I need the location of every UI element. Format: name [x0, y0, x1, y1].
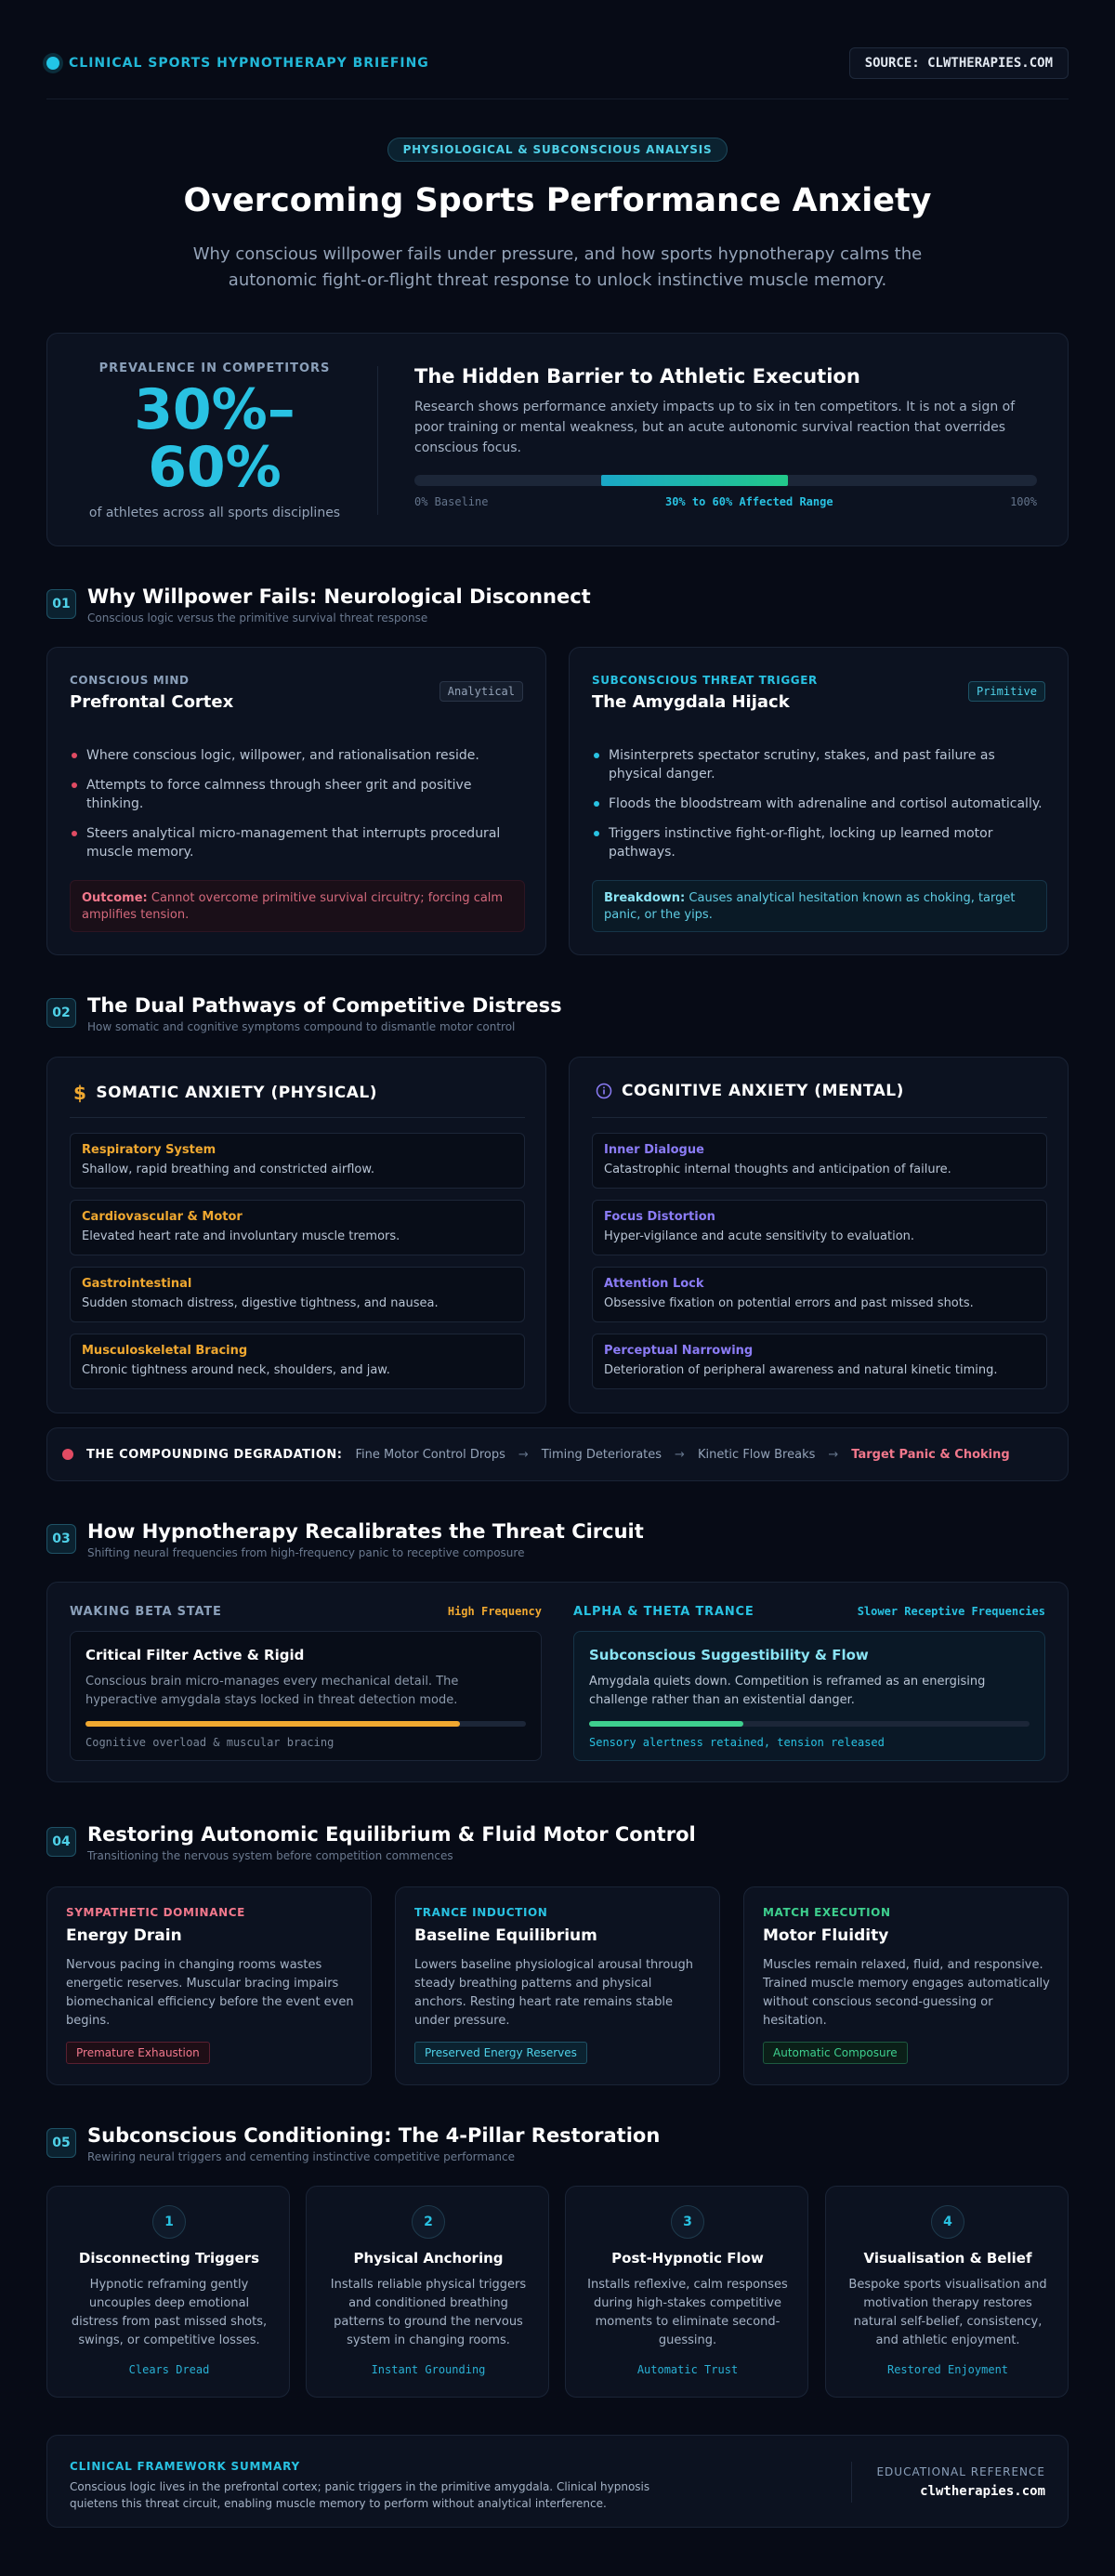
pillar-number: 1	[152, 2205, 186, 2239]
status-badge: Automatic Composure	[763, 2042, 908, 2064]
page-title: Overcoming Sports Performance Anxiety	[183, 182, 932, 219]
list-item: Floods the bloodstream with adrenaline and cortisol automatically.	[592, 795, 1047, 813]
list-item: Steers analytical micro-management that interrupts procedural muscle memory.	[70, 824, 525, 861]
beta-title: Critical Filter Active & Rigid	[85, 1647, 305, 1663]
pillar-title: Disconnecting Triggers	[78, 2250, 260, 2267]
alpha-title: Subconscious Suggestibility & Flow	[589, 1647, 869, 1663]
arrow-right-icon: →	[828, 1447, 839, 1462]
pillar-outcome: Clears Dread	[128, 2363, 210, 2376]
prevalence-stat	[75, 361, 354, 520]
alert-dot-icon	[62, 1449, 73, 1460]
status-badge: Premature Exhaustion	[66, 2042, 210, 2064]
pillar-title: Physical Anchoring	[353, 2250, 504, 2267]
beta-level-bar	[85, 1721, 526, 1727]
list-item	[70, 1334, 525, 1389]
item-title: Cardiovascular & Motor	[82, 1210, 243, 1224]
alpha-footnote: Sensory alertness retained, tension released	[589, 1736, 885, 1749]
flow-label: THE COMPOUNDING DEGRADATION:	[86, 1447, 343, 1462]
summary-text: Conscious logic lives in the prefrontal cortex; panic triggers in the primitive amygdala. Clinical hypnosis quietens this threat circuit, enabling muscle memory to perform without analytical interference.	[70, 2480, 650, 2510]
card-divider	[70, 1117, 525, 1118]
analytical-tag: Analytical	[439, 681, 523, 702]
item-desc: Elevated heart rate and involuntary muscle tremors.	[82, 1229, 400, 1243]
section-subtitle: Conscious logic versus the primitive survival threat response	[87, 611, 428, 624]
section-title: Restoring Autonomic Equilibrium & Fluid Motor Control	[87, 1823, 696, 1846]
item-title: Respiratory System	[82, 1143, 216, 1157]
card-title: Energy Drain	[66, 1926, 182, 1945]
dollar-icon: $	[73, 1082, 87, 1104]
alpha-frequency: Slower Receptive Frequencies	[857, 1605, 1045, 1618]
section-number: 04	[46, 1827, 76, 1857]
cognitive-anxiety-card	[569, 1057, 1069, 1413]
compounding-degradation-bar	[46, 1427, 1069, 1481]
item-title: Attention Lock	[604, 1277, 704, 1291]
outcome-note	[70, 880, 525, 932]
info-icon	[596, 1083, 612, 1099]
energy-drain-card	[46, 1886, 372, 2085]
brand	[46, 56, 429, 71]
somatic-anxiety-card	[46, 1057, 546, 1413]
prevalence-text: Research shows performance anxiety impacts up to six in ten competitors. It is not a sign of poor training or mental weakness, but an acute autonomic survival reaction that overrides conscious focus.	[414, 400, 1016, 455]
prevalence-card	[46, 333, 1069, 546]
prefrontal-list	[70, 746, 525, 873]
flow-step: Fine Motor Control Drops	[355, 1447, 505, 1462]
reference-label: EDUCATIONAL REFERENCE	[876, 2465, 1045, 2478]
baseline-equilibrium-card	[395, 1886, 720, 2085]
pillar-outcome: Restored Enjoyment	[886, 2363, 1009, 2376]
flow-step: Timing Deteriorates	[541, 1447, 662, 1462]
prevalence-range-fill	[601, 475, 788, 486]
alpha-level-bar	[589, 1721, 1030, 1727]
prevalence-value: 30%–60%	[134, 377, 295, 500]
item-title: Perceptual Narrowing	[604, 1344, 754, 1358]
bar-label-range: 30% to 60% Affected Range	[664, 495, 833, 508]
beta-frequency: High Frequency	[447, 1605, 542, 1618]
breakdown-note	[592, 880, 1047, 932]
item-desc: Hyper-vigilance and acute sensitivity to evaluation.	[604, 1229, 915, 1243]
item-desc: Chronic tightness around neck, shoulders, and jaw.	[82, 1363, 390, 1377]
section-title: Why Willpower Fails: Neurological Disconnect	[87, 585, 591, 608]
card-caption: SYMPATHETIC DOMINANCE	[66, 1906, 245, 1919]
prevalence-detail	[414, 365, 1037, 508]
prevalence-bar-labels	[414, 495, 1037, 508]
item-title: Inner Dialogue	[604, 1143, 704, 1157]
status-dot-icon	[46, 57, 59, 70]
framework-summary	[46, 2435, 1069, 2528]
card-title: The Amygdala Hijack	[592, 692, 790, 712]
item-desc: Obsessive fixation on potential errors and past missed shots.	[604, 1296, 974, 1310]
card-title: COGNITIVE ANXIETY (MENTAL)	[622, 1082, 904, 1100]
amygdala-card	[569, 647, 1069, 955]
arrow-right-icon: →	[675, 1447, 685, 1462]
list-item: Where conscious logic, willpower, and rationalisation reside.	[70, 746, 525, 765]
pillar-text: Installs reflexive, calm responses during high-stakes competitive moments to eliminate second-guessing.	[587, 2278, 788, 2347]
item-title: Musculoskeletal Bracing	[82, 1344, 248, 1358]
prevalence-divider	[377, 366, 378, 515]
pillar-card	[46, 2186, 290, 2398]
card-title: SOMATIC ANXIETY (PHYSICAL)	[96, 1084, 378, 1102]
section-number: 05	[46, 2128, 76, 2158]
list-item	[592, 1133, 1047, 1189]
card-text: Muscles remain relaxed, fluid, and responsive. Trained muscle memory engages automatically without conscious second-guessing or hesitation.	[763, 1958, 1050, 2028]
prevalence-footnote: of athletes across all sports disciplines	[88, 506, 341, 520]
section-title: How Hypnotherapy Recalibrates the Threat Circuit	[87, 1520, 644, 1543]
card-text: Nervous pacing in changing rooms wastes energetic reserves. Muscular bracing impairs biomechanical efficiency before the event even begins.	[66, 1958, 354, 2028]
prevalence-range-bar	[414, 475, 1037, 486]
item-desc: Shallow, rapid breathing and constricted airflow.	[82, 1163, 374, 1176]
top-bar	[46, 46, 1069, 80]
hero-pill-label: PHYSIOLOGICAL & SUBCONSCIOUS ANALYSIS	[387, 138, 728, 162]
section-number: 01	[46, 589, 76, 619]
section-subtitle: Transitioning the nervous system before competition commences	[87, 1849, 453, 1862]
pillar-text: Installs reliable physical triggers and conditioned breathing patterns to ground the nervous system in changing rooms.	[330, 2278, 527, 2347]
section-title: The Dual Pathways of Competitive Distress	[87, 994, 562, 1017]
alpha-level-fill	[589, 1721, 743, 1727]
pillar-number: 3	[671, 2205, 704, 2239]
hero-pill	[46, 138, 1069, 162]
pillar-number: 2	[412, 2205, 445, 2239]
card-caption: CONSCIOUS MIND	[70, 674, 190, 687]
bar-label-end: 100%	[1010, 495, 1037, 508]
prevalence-heading: The Hidden Barrier to Athletic Execution	[414, 365, 860, 388]
list-item	[70, 1133, 525, 1189]
reference-link[interactable]: clwtherapies.com	[920, 2484, 1045, 2499]
list-item	[70, 1267, 525, 1322]
item-desc: Sudden stomach distress, digestive tightness, and nausea.	[82, 1296, 439, 1310]
list-item: Attempts to force calmness through sheer grit and positive thinking.	[70, 776, 525, 813]
summary-caption: CLINICAL FRAMEWORK SUMMARY	[70, 2460, 300, 2473]
beta-footnote: Cognitive overload & muscular bracing	[85, 1736, 334, 1749]
footer-divider	[851, 2462, 852, 2503]
breakdown-text: Causes analytical hesitation known as choking, target panic, or the yips.	[604, 891, 1016, 922]
pillar-outcome: Instant Grounding	[371, 2363, 486, 2376]
list-item	[592, 1200, 1047, 1255]
section-subtitle: How somatic and cognitive symptoms compound to dismantle motor control	[87, 1020, 516, 1033]
card-caption: TRANCE INDUCTION	[414, 1906, 548, 1919]
pillar-title: Post-Hypnotic Flow	[611, 2250, 764, 2267]
beta-level-fill	[85, 1721, 460, 1727]
card-caption: SUBCONSCIOUS THREAT TRIGGER	[592, 674, 818, 687]
brain-states-card	[46, 1582, 1069, 1782]
card-title: Baseline Equilibrium	[414, 1926, 597, 1945]
list-item: Misinterprets spectator scrutiny, stakes, and past failure as physical danger.	[592, 746, 1047, 783]
prevalence-label: PREVALENCE IN COMPETITORS	[98, 361, 331, 375]
list-item: Triggers instinctive fight-or-flight, locking up learned motor pathways.	[592, 824, 1047, 861]
section-subtitle: Shifting neural frequencies from high-frequency panic to receptive composure	[87, 1546, 525, 1559]
item-desc: Catastrophic internal thoughts and anticipation of failure.	[604, 1163, 951, 1176]
beta-state-box	[70, 1631, 542, 1761]
flow-end: Target Panic & Choking	[851, 1447, 1010, 1462]
pillar-text: Hypnotic reframing gently uncouples deep emotional distress from past missed shots, swings, or competitive losses.	[71, 2278, 268, 2347]
list-item	[70, 1200, 525, 1255]
item-title: Gastrointestinal	[82, 1277, 192, 1291]
card-title: Prefrontal Cortex	[70, 692, 234, 712]
card-caption: MATCH EXECUTION	[763, 1906, 891, 1919]
pillar-number: 4	[931, 2205, 964, 2239]
pillar-outcome: Automatic Trust	[636, 2363, 739, 2376]
list-item	[592, 1267, 1047, 1322]
beta-text: Conscious brain micro-manages every mechanical detail. The hyperactive amygdala stays locked in threat detection mode.	[85, 1675, 459, 1707]
arrow-right-icon: →	[518, 1447, 529, 1462]
card-heading	[596, 1082, 904, 1100]
breakdown-label: Breakdown:	[604, 891, 686, 905]
brand-label: CLINICAL SPORTS HYPNOTHERAPY BRIEFING	[69, 56, 429, 71]
pillar-card	[565, 2186, 808, 2398]
section-subtitle: Rewiring neural triggers and cementing instinctive competitive performance	[87, 2150, 516, 2163]
alpha-caption: ALPHA & THETA TRANCE	[573, 1605, 754, 1619]
card-heading	[73, 1082, 377, 1104]
pillar-title: Visualisation & Belief	[863, 2250, 1032, 2267]
pillar-text: Bespoke sports visualisation and motivation therapy restores natural self-belief, consistency, and athletic enjoyment.	[848, 2278, 1047, 2347]
page-subtitle: Why conscious willpower fails under pressure, and how sports hypnotherapy calms the autonomic fight-or-flight threat response to unlock instinctive muscle memory.	[192, 244, 923, 290]
beta-caption: WAKING BETA STATE	[70, 1605, 222, 1619]
alpha-text: Amygdala quiets down. Competition is reframed as an energising challenge rather than an existential danger.	[589, 1675, 986, 1707]
amygdala-list	[592, 746, 1047, 873]
section-number: 03	[46, 1524, 76, 1554]
list-item	[592, 1334, 1047, 1389]
card-text: Lowers baseline physiological arousal through steady breathing patterns and physical anchors. Resting heart rate remains stable under pressure.	[414, 1958, 694, 2028]
pillar-card	[825, 2186, 1069, 2398]
motor-fluidity-card	[743, 1886, 1069, 2085]
status-badge: Preserved Energy Reserves	[414, 2042, 587, 2064]
section-title: Subconscious Conditioning: The 4-Pillar Restoration	[87, 2124, 661, 2147]
outcome-text: Cannot overcome primitive survival circuitry; forcing calm amplifies tension.	[82, 891, 504, 922]
card-title: Motor Fluidity	[763, 1926, 889, 1945]
flow-step: Kinetic Flow Breaks	[697, 1447, 816, 1462]
section-number: 02	[46, 998, 76, 1028]
bar-label-start: 0% Baseline	[414, 495, 489, 508]
pillar-card	[306, 2186, 549, 2398]
item-desc: Deterioration of peripheral awareness and natural kinetic timing.	[604, 1363, 998, 1377]
card-divider	[592, 1117, 1047, 1118]
primitive-tag: Primitive	[968, 681, 1045, 702]
outcome-label: Outcome:	[82, 891, 148, 905]
item-title: Focus Distortion	[604, 1210, 715, 1224]
prefrontal-cortex-card	[46, 647, 546, 955]
source-badge: SOURCE: CLWTHERAPIES.COM	[849, 47, 1069, 79]
alpha-state-box	[573, 1631, 1045, 1761]
